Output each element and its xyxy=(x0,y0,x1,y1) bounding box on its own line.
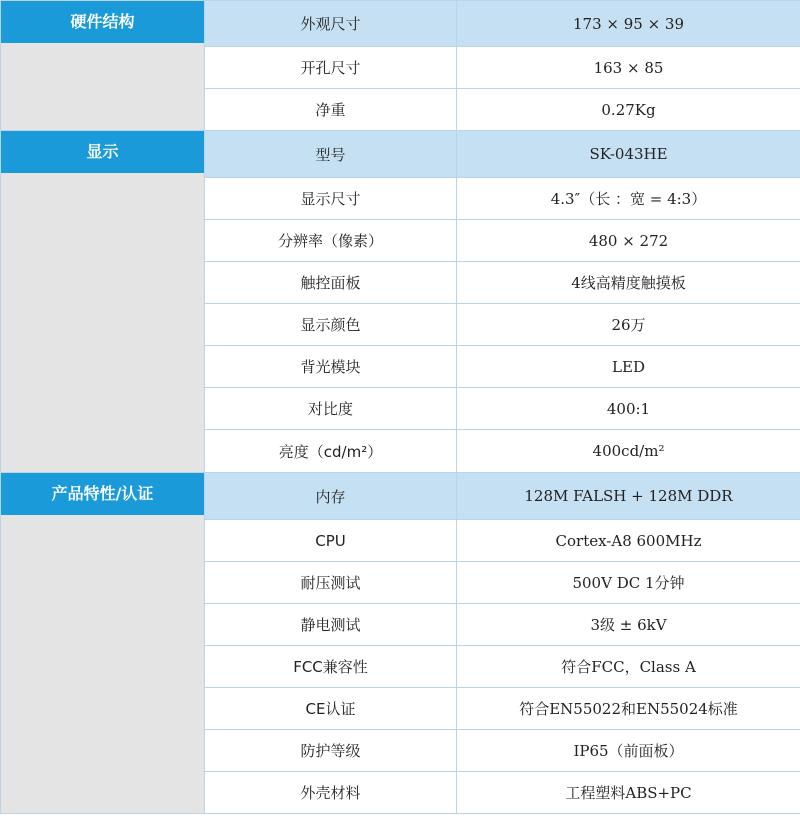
spec-value: 500V DC 1分钟 xyxy=(457,562,800,604)
category-cell xyxy=(1,473,205,814)
spec-value: 符合EN55022和EN55024标准 xyxy=(457,688,800,730)
spec-key: 亮度（cd/m²） xyxy=(205,430,457,473)
category-label: 硬件结构 xyxy=(1,1,204,43)
spec-value: 173 × 95 × 39 xyxy=(457,1,800,47)
category-label: 产品特性/认证 xyxy=(1,473,204,515)
spec-value: 480 × 272 xyxy=(457,220,800,262)
spec-key: 外壳材料 xyxy=(205,772,457,814)
spec-value: 0.27Kg xyxy=(457,89,800,131)
table-row xyxy=(1,473,800,520)
spec-key: CE认证 xyxy=(205,688,457,730)
spec-key: 触控面板 xyxy=(205,262,457,304)
spec-key: 内存 xyxy=(205,473,457,520)
table-row xyxy=(1,1,800,47)
spec-value: 163 × 85 xyxy=(457,47,800,89)
category-cell xyxy=(1,131,205,473)
spec-key: 显示尺寸 xyxy=(205,178,457,220)
spec-value: LED xyxy=(457,346,800,388)
spec-key: 耐压测试 xyxy=(205,562,457,604)
spec-key: 防护等级 xyxy=(205,730,457,772)
spec-key: 外观尺寸 xyxy=(205,1,457,47)
spec-key: 开孔尺寸 xyxy=(205,47,457,89)
spec-value: 符合FCC，Class A xyxy=(457,646,800,688)
spec-value: 工程塑料ABS+PC xyxy=(457,772,800,814)
category-cell xyxy=(1,1,205,131)
spec-value: IP65（前面板） xyxy=(457,730,800,772)
spec-value: 400cd/m² xyxy=(457,430,800,473)
spec-key: FCC兼容性 xyxy=(205,646,457,688)
spec-value: 4线高精度触摸板 xyxy=(457,262,800,304)
spec-key: 显示颜色 xyxy=(205,304,457,346)
category-label: 显示 xyxy=(1,131,204,173)
spec-key: CPU xyxy=(205,520,457,562)
spec-key: 分辨率（像素） xyxy=(205,220,457,262)
table-row xyxy=(1,131,800,178)
spec-key: 静电测试 xyxy=(205,604,457,646)
spec-key: 对比度 xyxy=(205,388,457,430)
spec-value: 400:1 xyxy=(457,388,800,430)
spec-key: 净重 xyxy=(205,89,457,131)
spec-value: Cortex-A8 600MHz xyxy=(457,520,800,562)
spec-value: 3级 ± 6kV xyxy=(457,604,800,646)
spec-value: 4.3″（长 ：宽 = 4:3） xyxy=(457,178,800,220)
spec-value: 128M FALSH + 128M DDR xyxy=(457,473,800,520)
spec-value: SK-043HE xyxy=(457,131,800,178)
spec-key: 型号 xyxy=(205,131,457,178)
spec-value: 26万 xyxy=(457,304,800,346)
spec-key: 背光模块 xyxy=(205,346,457,388)
